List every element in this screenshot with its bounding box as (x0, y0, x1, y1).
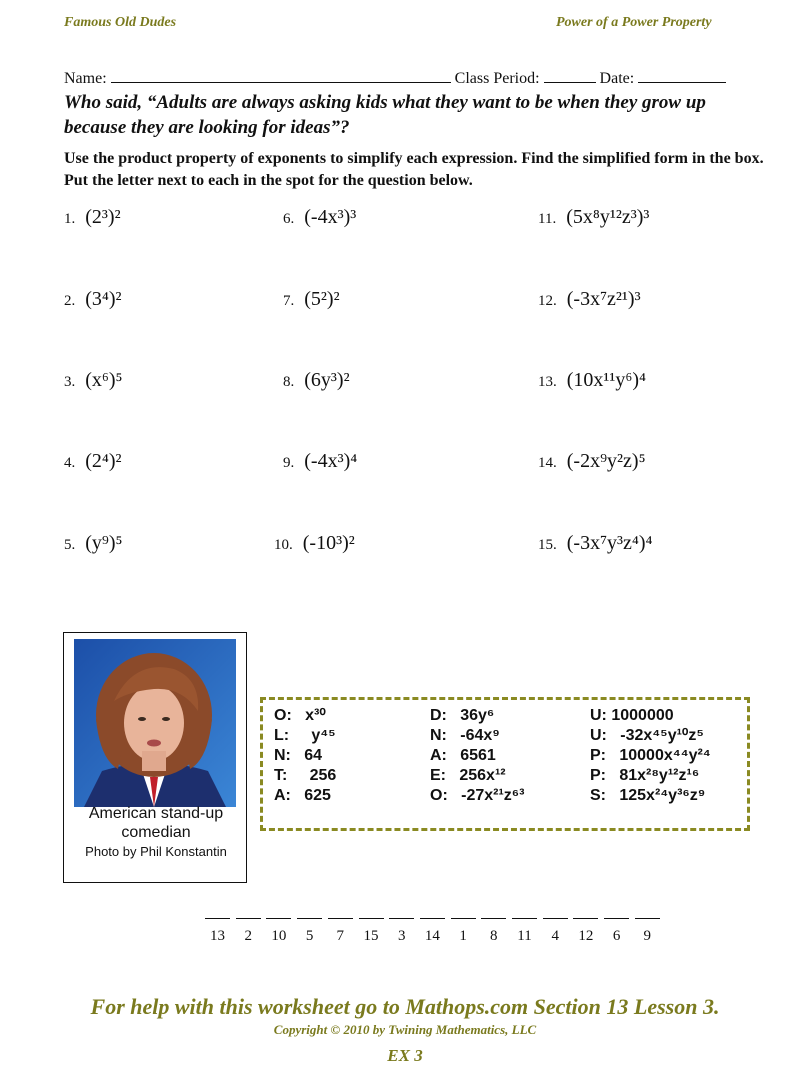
instructions: Use the product property of exponents to simplify each expression. Find the simplified form in the box. Put the letter next to each in the spot for the question below. (64, 150, 764, 189)
problem-number: 14. (538, 455, 557, 471)
problem-1 (64, 206, 121, 229)
answer-blank[interactable] (328, 918, 353, 919)
answer-value: 125x²⁴y³⁶z⁹ (619, 787, 706, 804)
answer-letter: A: (274, 787, 291, 804)
answer-item (430, 786, 525, 806)
slot-number: 15 (363, 928, 379, 944)
answer-blank[interactable] (266, 918, 291, 919)
answer-blank[interactable] (543, 918, 568, 919)
problem-number: 7. (283, 293, 295, 309)
answer-value: 10000x⁴⁴y²⁴ (619, 747, 711, 764)
footer-help: For help with this worksheet go to Mathops.com Section 13 Lesson 3. (90, 994, 720, 1019)
problem-number: 2. (64, 293, 76, 309)
answer-item (274, 706, 326, 726)
problem-number: 11. (538, 211, 557, 227)
answer-item (590, 706, 674, 726)
answer-value: -64x⁹ (460, 727, 500, 744)
answer-value: -27x²¹z⁶³ (461, 787, 525, 804)
answer-item (590, 786, 705, 806)
problem-15 (538, 532, 653, 555)
answer-letter: O: (274, 707, 292, 724)
answer-item (430, 746, 496, 766)
answer-item (590, 726, 704, 746)
problem-8 (283, 369, 350, 392)
problem-expression: (5x⁸y¹²z³)³ (566, 206, 650, 228)
problem-expression: (5²)² (304, 288, 340, 310)
problem-expression: (10x¹¹y⁶)⁴ (566, 369, 647, 391)
problem-number: 1. (64, 211, 76, 227)
problem-expression: (-3x⁷y³z⁴)⁴ (566, 532, 653, 554)
answer-letter: N: (430, 727, 447, 744)
problem-number: 15. (538, 537, 557, 553)
problem-11 (538, 206, 649, 229)
problem-expression: (-4x³)³ (304, 206, 357, 228)
answer-value: 256x¹² (459, 767, 506, 784)
slot-number: 6 (612, 928, 621, 944)
slot-number: 8 (490, 928, 498, 944)
problem-expression: (-10³)² (302, 532, 355, 554)
photo-caption-line2: comedian (121, 824, 191, 841)
problem-12 (538, 288, 641, 311)
answer-blank[interactable] (481, 918, 506, 919)
photo-caption-line1: American stand-up (88, 805, 224, 822)
problem-expression: (x⁶)⁵ (85, 369, 123, 391)
answer-letter: O: (430, 787, 448, 804)
answer-value: 64 (304, 747, 323, 764)
answer-blank[interactable] (236, 918, 261, 919)
photo-box (63, 632, 247, 883)
problem-13 (538, 369, 646, 392)
slot-number: 5 (305, 928, 314, 944)
answer-blank[interactable] (451, 918, 476, 919)
comedian-photo (74, 639, 236, 807)
answer-blank[interactable] (389, 918, 414, 919)
name-line (64, 68, 726, 88)
problem-2 (64, 288, 122, 311)
answer-blank[interactable] (205, 918, 230, 919)
class-period-label: Class Period: (454, 70, 540, 87)
problem-7 (283, 288, 340, 311)
slot-number: 4 (551, 928, 559, 944)
problem-number: 9. (283, 455, 295, 471)
answer-item (430, 706, 494, 726)
problem-10 (274, 532, 355, 555)
answer-blank[interactable] (573, 918, 598, 919)
slot-number: 2 (244, 928, 252, 944)
problem-expression: (-3x⁷z²¹)³ (566, 288, 641, 310)
answer-value: 625 (304, 787, 331, 804)
class-period-blank[interactable] (544, 68, 596, 83)
answer-letter: E: (430, 767, 446, 784)
problem-expression: (-2x⁹y²z)⁵ (566, 450, 646, 472)
answer-letter: U: (590, 707, 607, 724)
problem-number: 6. (283, 211, 295, 227)
footer-copyright: Copyright © 2010 by Twining Mathematics, LLC (273, 1022, 537, 1037)
answer-value: 81x²⁸y¹²z¹⁶ (619, 767, 700, 784)
problem-number: 12. (538, 293, 557, 309)
problem-expression: (y⁹)⁵ (85, 532, 123, 554)
answer-blank[interactable] (604, 918, 629, 919)
footer-code: EX 3 (387, 1046, 423, 1065)
answer-letter: T: (274, 767, 288, 784)
problem-expression: (6y³)² (304, 369, 350, 391)
answer-letter: N: (274, 747, 291, 764)
answer-value: x³⁰ (305, 707, 326, 724)
name-label: Name: (64, 70, 107, 87)
problem-expression: (3⁴)² (85, 288, 122, 310)
answer-item (274, 746, 322, 766)
slot-number: 7 (336, 928, 345, 944)
problem-6 (283, 206, 356, 229)
slot-number: 1 (459, 928, 467, 944)
problem-expression: (2³)² (85, 206, 121, 228)
answer-value: 6561 (460, 747, 496, 764)
answer-item (430, 726, 500, 746)
slot-number: 13 (210, 928, 225, 944)
answer-letter: A: (430, 747, 447, 764)
header-right-title: Power of a Power Property (556, 15, 712, 30)
answer-letter: D: (430, 707, 447, 724)
header-left-title: Famous Old Dudes (64, 15, 177, 30)
problem-number: 3. (64, 374, 76, 390)
answer-blank[interactable] (297, 918, 322, 919)
problem-number: 13. (538, 374, 557, 390)
answer-letter: L: (274, 727, 290, 744)
answer-letter: S: (590, 787, 606, 804)
answer-letter: U: (590, 727, 607, 744)
answer-value: 1000000 (611, 707, 674, 724)
problem-expression: (2⁴)² (85, 450, 122, 472)
slot-number: 12 (578, 928, 594, 944)
answer-value: 36y⁶ (460, 707, 495, 724)
answer-item (274, 726, 336, 746)
answer-item (274, 786, 331, 806)
answer-blank[interactable] (512, 918, 537, 919)
problem-number: 5. (64, 537, 76, 553)
name-blank[interactable] (111, 68, 451, 83)
date-blank[interactable] (638, 68, 726, 83)
problem-expression: (-4x³)⁴ (304, 450, 358, 472)
problem-number: 10. (274, 537, 293, 553)
answer-item (590, 766, 699, 786)
slot-number: 3 (397, 928, 406, 944)
problem-4 (64, 450, 122, 473)
slot-number: 10 (271, 928, 287, 944)
answer-letter: P: (590, 767, 606, 784)
answer-value: 256 (309, 767, 337, 784)
problem-9 (283, 450, 357, 473)
slot-number: 9 (643, 928, 652, 944)
photo-credit: Photo by Phil Konstantin (85, 844, 227, 859)
answer-letter: P: (590, 747, 606, 764)
answer-value: -32x⁴⁵y¹⁰z⁵ (620, 727, 704, 744)
answer-item (430, 766, 506, 786)
problem-14 (538, 450, 646, 473)
slot-number: 11 (517, 928, 532, 944)
answer-value: y⁴⁵ (311, 727, 336, 744)
problem-number: 8. (283, 374, 295, 390)
answer-blank[interactable] (635, 918, 660, 919)
answer-item (274, 766, 336, 786)
answer-blank[interactable] (359, 918, 384, 919)
problem-3 (64, 369, 123, 392)
answer-blank[interactable] (420, 918, 445, 919)
answer-item (590, 746, 711, 766)
slot-number: 14 (424, 928, 440, 944)
date-label: Date: (599, 70, 635, 87)
problem-5 (64, 532, 123, 555)
problem-number: 4. (64, 455, 76, 471)
riddle-question: Who said, “Adults are always asking kids what they want to be when they grow up because they are looking for ideas”? (64, 92, 706, 138)
